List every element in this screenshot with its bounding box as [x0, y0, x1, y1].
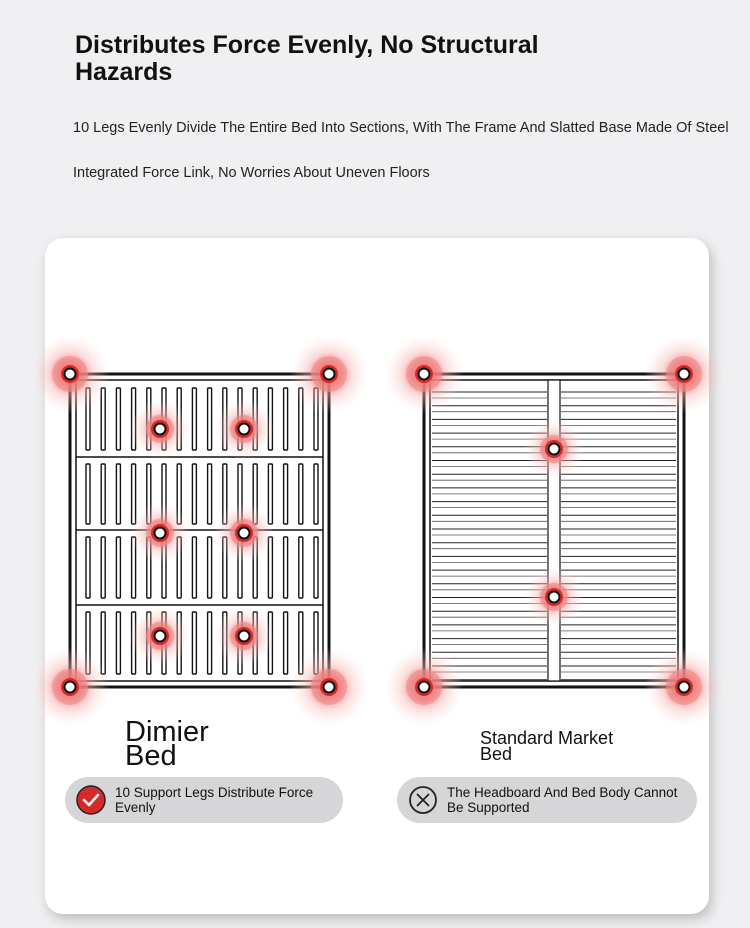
dimier-bed-label: Dimier Bed — [125, 716, 209, 772]
support-point — [384, 334, 464, 414]
x-circle-icon — [408, 785, 438, 815]
dimier-bed-frame — [70, 374, 329, 687]
standard-drawback-badge — [397, 777, 697, 823]
dimier-bed-slats — [86, 388, 318, 674]
support-point — [524, 419, 584, 479]
dimier-advantage-text: 10 Support Legs Distribute Force Evenly — [115, 785, 314, 815]
dimier-advantage-badge — [65, 777, 343, 823]
support-point — [214, 503, 274, 563]
support-point — [130, 606, 190, 666]
support-point — [644, 334, 724, 414]
standard-bed-label: Standard Market Bed — [480, 728, 614, 764]
support-point — [289, 647, 369, 727]
description-line-2: Integrated Force Link, No Worries About Uneven Floors — [73, 165, 430, 181]
support-point — [130, 399, 190, 459]
description-line-1: 10 Legs Evenly Divide The Entire Bed Into Sections, With The Frame And Slatted Base Made Of Steel — [73, 120, 729, 136]
support-point — [384, 647, 464, 727]
support-point — [30, 647, 110, 727]
support-point — [214, 399, 274, 459]
standard-drawback-text: The Headboard And Bed Body Cannot Be Supported — [447, 785, 678, 815]
check-circle-icon — [76, 785, 106, 815]
support-point — [644, 647, 724, 727]
support-point — [30, 334, 110, 414]
support-point — [524, 567, 584, 627]
support-point — [214, 606, 274, 666]
support-point — [289, 334, 369, 414]
page-title: Distributes Force Evenly, No Structural Hazards — [75, 31, 539, 86]
support-point — [130, 503, 190, 563]
